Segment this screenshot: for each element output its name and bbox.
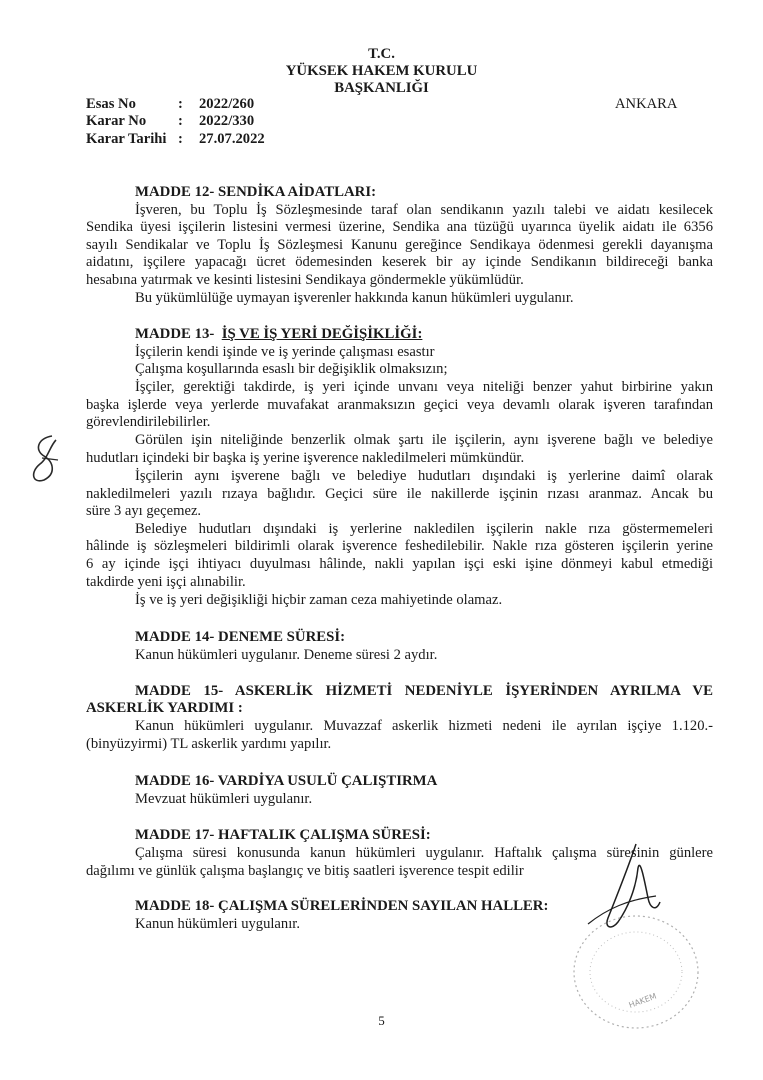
article-15-line: Kanun hükümleri uygulanır. Muvazzaf askerlik hizmeti nedeni ile ayrılan işçiye 1.120.-: [135, 718, 713, 734]
page-number: 5: [378, 1013, 385, 1028]
header-department: BAŞKANLIĞI: [334, 80, 429, 96]
meta-colon: :: [178, 131, 183, 147]
article-15-line: (binyüzyirmi) TL askerlik yardımı yapılır.: [86, 736, 332, 752]
meta-value-esas: 2022/260: [199, 96, 255, 112]
article-14-heading: MADDE 14- DENEME SÜRESİ:: [135, 629, 346, 645]
article-15-heading: MADDE 15- ASKERLİK HİZMETİ NEDENİYLE İŞYERİNDEN AYRILMA VE: [135, 683, 713, 699]
article-18-line: Kanun hükümleri uygulanır.: [135, 916, 300, 932]
article-13-heading-title: İŞ VE İŞ YERİ DEĞİŞİKLİĞİ:: [221, 326, 423, 342]
header-city: ANKARA: [615, 96, 678, 112]
article-13-line: Belediye hudutları dışındaki iş yerlerine nakledilen işçilerin nakle rıza göstermemeleri: [135, 521, 713, 537]
header-institution: YÜKSEK HAKEM KURULU: [285, 63, 478, 79]
meta-value-karar-tarihi: 27.07.2022: [199, 131, 265, 147]
article-13-line: başka işlerde veya yerlerde muvafakat aranmaksızın geçici veya devamlı olarak işveren tarafından: [86, 397, 713, 413]
meta-label-karar: Karar No: [86, 113, 147, 129]
article-12-line: sayılı Sendikalar ve Toplu İş Sözleşmesi Kanunu gereğince Sendikaya ödenmesi gerekli dayanışma: [86, 237, 713, 253]
article-13-heading-prefix: MADDE 13-: [135, 326, 222, 342]
article-13-line: İşçilerin kendi işinde ve iş yerinde çalışması esastır: [135, 344, 435, 360]
article-12-heading: MADDE 12- SENDİKA AİDATLARI:: [135, 184, 377, 200]
article-16-line: Mevzuat hükümleri uygulanır.: [135, 791, 313, 807]
article-12-line: Sendika üyesi işçilerin listesini vermesi üzerine, Sendika ana tüzüğü uyarınca üyelik aidatı ile 6356: [86, 219, 713, 235]
article-13-line: Çalışma koşullarında esaslı bir değişiklik olmaksızın;: [135, 361, 448, 377]
article-12-line: İşveren, bu Toplu İş Sözleşmesinde taraf olan sendikanın yazılı talebi ve aidatı kesilecek: [135, 202, 713, 218]
article-13-line: nakledilmeleri yazılı rızaya bağlıdır. Geçici süre ile nakillerde işçinin rızası aranmaz. Ancak bu: [86, 486, 713, 502]
article-13-line: hudutları içindeki bir başka iş yerine işverence nakledilmeleri mümkündür.: [86, 450, 525, 466]
meta-label-karar-tarihi: Karar Tarihi: [86, 131, 167, 147]
article-17-line: Çalışma süresi konusunda kanun hükümleri uygulanır. Haftalık çalışma süresinin günlere: [135, 845, 713, 861]
article-13-heading: [135, 326, 422, 344]
article-13-line: 6 ay içinde işçi ihtiyacı duyulması hâlinde, nakli yapılan işçi eski işine dönmeyi kabul etmediği: [86, 556, 713, 572]
article-13-line: İş ve iş yeri değişikliği hiçbir zaman ceza mahiyetinde olamaz.: [135, 592, 503, 608]
article-13-line: İşçilerin aynı işverene bağlı ve belediye hudutları dışındaki iş yerlerine daimî olarak: [135, 468, 713, 484]
article-13-line: hâlinde iş sözleşmeleri bildirimli olarak işverence feshedilebilir. Nakle rıza gösteren işçilerin yerine: [86, 538, 713, 554]
margin-handwritten-mark: [22, 432, 68, 488]
article-15-heading-cont: ASKERLİK YARDIMI :: [86, 700, 243, 716]
article-12-line: Bu yükümlülüğe uymayan işverenler hakkında kanun hükümleri uygulanır.: [135, 290, 574, 306]
article-13-line: İşçiler, gerektiği takdirde, iş yeri içinde unvanı veya niteliği benzer yahut birbirine yakın: [135, 379, 713, 395]
meta-colon: :: [178, 96, 183, 112]
article-13-line: Görülen işin niteliğinde benzerlik olmak şartı ile işçilerin, aynı işverene bağlı ve belediye: [135, 432, 713, 448]
article-17-heading: MADDE 17- HAFTALIK ÇALIŞMA SÜRESİ:: [135, 827, 431, 843]
header-country: T.C.: [368, 46, 395, 62]
article-16-heading: MADDE 16- VARDİYA USULÜ ÇALIŞTIRMA: [135, 773, 438, 789]
article-14-line: Kanun hükümleri uygulanır. Deneme süresi 2 aydır.: [135, 647, 438, 663]
article-12-line: aidatını, işçilere yapacağı ücret ödemesinden keserek bir ay içinde Sendikanın bildireceği banka: [86, 254, 713, 270]
article-13-line: görevlendirilebilirler.: [86, 414, 211, 430]
meta-value-karar: 2022/330: [199, 113, 255, 129]
meta-colon: :: [178, 113, 183, 129]
article-13-line: takdirde yeni işçi alınabilir.: [86, 574, 246, 590]
stamp-text: HAKEM: [627, 991, 658, 1010]
article-18-heading: MADDE 18- ÇALIŞMA SÜRELERİNDEN SAYILAN HALLER:: [135, 898, 549, 914]
article-17-line: dağılımı ve günlük çalışma başlangıç ve bitiş saatleri işverence tespit edilir: [86, 863, 524, 879]
article-12-line: hesabına yatırmak ve kesinti listesini Sendikaya göndermekle yükümlüdür.: [86, 272, 524, 288]
meta-label-esas: Esas No: [86, 96, 136, 112]
article-13-line: süre 3 ayı geçemez.: [86, 503, 202, 519]
